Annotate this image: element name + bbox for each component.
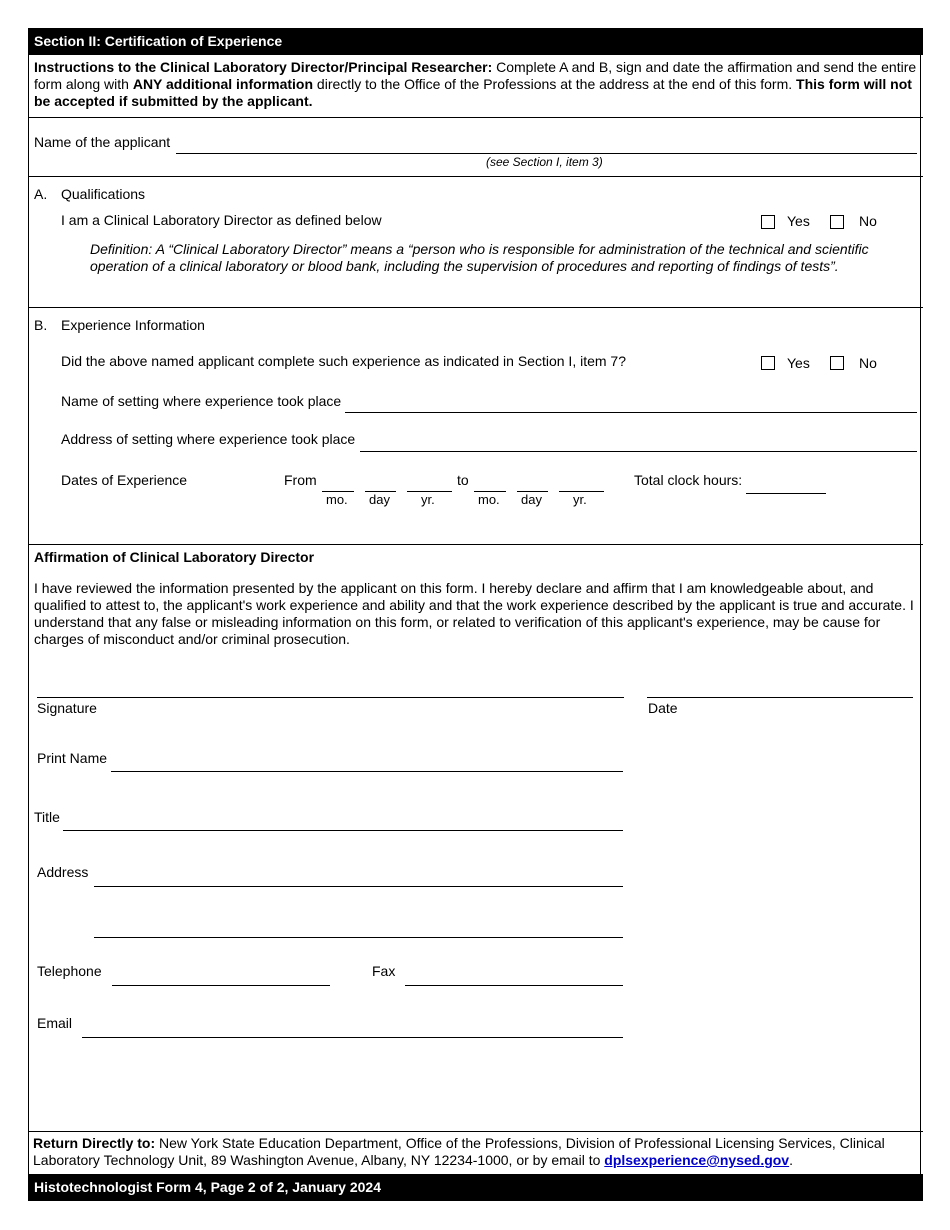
return-end: . xyxy=(789,1152,793,1168)
instructions-lead: Instructions to the Clinical Laboratory Director/Principal Researcher: xyxy=(34,59,493,75)
section-a-title: Qualifications xyxy=(61,186,146,202)
instructions-part1: Complete A and B, sign and date the affirmation and send the entire form along with xyxy=(34,59,917,92)
section-header xyxy=(28,28,923,55)
instructions-emph: ANY additional information xyxy=(132,76,314,92)
divider xyxy=(28,117,923,118)
divider xyxy=(28,307,923,308)
instructions xyxy=(34,59,918,110)
footer-text: Histotechnologist Form 4, Page 2 of 2, January 2024 xyxy=(34,1179,381,1195)
footer-bar xyxy=(28,1174,923,1201)
section-a-yes-label: Yes xyxy=(787,213,810,229)
print-name-label: Print Name xyxy=(37,750,108,766)
fax-field[interactable] xyxy=(405,985,623,986)
section-a-question: I am a Clinical Laboratory Director as defined below xyxy=(61,212,382,228)
telephone-field[interactable] xyxy=(112,985,330,986)
address-field-line1[interactable] xyxy=(94,886,623,887)
return-lead: Return Directly to: xyxy=(33,1135,156,1151)
print-name-field[interactable] xyxy=(111,771,623,772)
hours-label: Total clock hours: xyxy=(634,472,743,488)
applicant-name-label: Name of the applicant xyxy=(34,134,171,150)
section-title: Section II: Certification of Experience xyxy=(34,33,283,49)
section-a-definition: Definition: A “Clinical Laboratory Director” means a “person who is responsible for administration of the technical and scientific operation of a clinical laboratory or blood bank, including the supervision of procedures and reporting of findings of tests”. xyxy=(90,241,869,274)
return-email-link[interactable]: dplsexperience@nysed.gov xyxy=(604,1152,790,1168)
date-part-label: day xyxy=(521,492,542,507)
section-b-question: Did the above named applicant complete such experience as indicated in Section I, item 7? xyxy=(61,353,627,369)
return-text: New York State Education Department, Office of the Professions, Division of Professional Licensing Services, Clinical Laboratory Technology Unit, 89 Washington Avenue, Albany, NY 12234-1000, or by email to xyxy=(33,1135,885,1168)
email-label: Email xyxy=(37,1015,73,1031)
signature-field[interactable] xyxy=(37,697,624,698)
divider xyxy=(28,1131,923,1132)
section-b-yes-checkbox[interactable] xyxy=(761,356,775,370)
divider xyxy=(28,544,923,545)
date-part-label: mo. xyxy=(478,492,500,507)
setting-name-field[interactable] xyxy=(345,412,917,413)
to-label: to xyxy=(457,472,469,488)
signature-label: Signature xyxy=(37,700,97,716)
section-b-no-label: No xyxy=(859,355,877,371)
telephone-label: Telephone xyxy=(37,963,102,979)
address-field-line2[interactable] xyxy=(94,937,623,938)
dates-label: Dates of Experience xyxy=(61,472,188,488)
section-b-letter: B. xyxy=(34,317,48,333)
affirmation-title: Affirmation of Clinical Laboratory Director xyxy=(34,549,315,565)
date-field[interactable] xyxy=(647,697,913,698)
setting-address-label: Address of setting where experience took place xyxy=(61,431,356,447)
section-a-no-label: No xyxy=(859,213,877,229)
fax-label: Fax xyxy=(372,963,396,979)
date-part-label: yr. xyxy=(573,492,587,507)
section-a-letter: A. xyxy=(34,186,48,202)
title-field[interactable] xyxy=(63,830,623,831)
date-label: Date xyxy=(648,700,678,716)
total-hours-field[interactable] xyxy=(746,493,826,494)
section-a-no-checkbox[interactable] xyxy=(830,215,844,229)
section-b-title: Experience Information xyxy=(61,317,205,333)
address-label: Address xyxy=(37,864,89,880)
instructions-warning: This form will not be accepted if submitted by the applicant. xyxy=(34,76,912,109)
section-b-no-checkbox[interactable] xyxy=(830,356,844,370)
title-label: Title xyxy=(34,809,60,825)
section-a-yes-checkbox[interactable] xyxy=(761,215,775,229)
setting-name-label: Name of setting where experience took place xyxy=(61,393,342,409)
instructions-part2: directly to the Office of the Professions at the address at the end of this form. xyxy=(313,76,797,92)
return-instructions xyxy=(33,1135,917,1169)
date-part-label: mo. xyxy=(326,492,348,507)
affirmation-text: I have reviewed the information presented by the applicant on this form. I hereby declare and affirm that I am knowledgeable about, and qualified to attest to, the applicant's work experience and ability and that the work experience described by the applicant is true and accurate. I understand that any false or misleading information on this form, or related to verification of this applicant's experience, may be cause for charges of misconduct and/or criminal prosecution. xyxy=(34,580,914,647)
from-label: From xyxy=(284,472,317,488)
applicant-name-field[interactable] xyxy=(176,153,917,154)
applicant-name-note: (see Section I, item 3) xyxy=(486,155,603,169)
date-part-label: day xyxy=(369,492,390,507)
date-part-label: yr. xyxy=(421,492,435,507)
email-field[interactable] xyxy=(82,1037,623,1038)
divider xyxy=(28,176,923,177)
section-b-yes-label: Yes xyxy=(787,355,810,371)
setting-address-field[interactable] xyxy=(360,451,917,452)
